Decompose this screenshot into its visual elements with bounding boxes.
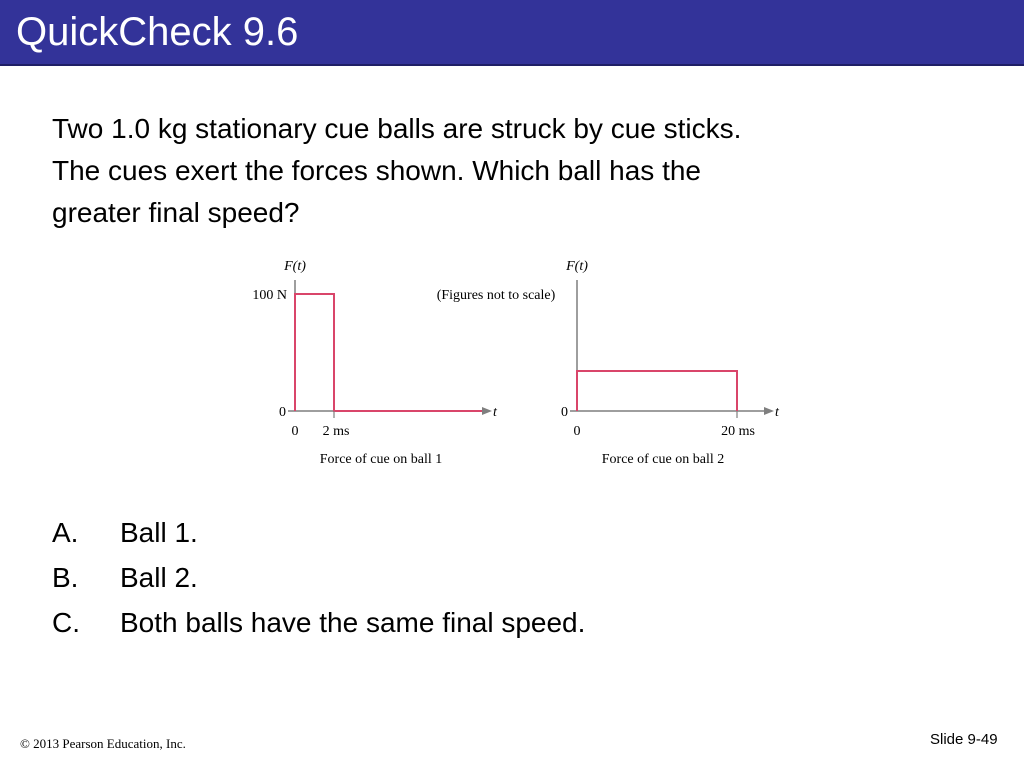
graph1-x-tick-zero: 0 [291,424,299,439]
question-line-3: greater final speed? [52,197,300,228]
option-b-letter: B. [52,562,79,593]
question-line-1: Two 1.0 kg stationary cue balls are struck by cue sticks. [52,113,742,144]
graph1-x-axis-label: t [493,405,497,420]
graph2-force-pulse [577,371,737,411]
graph1-y-tick-top: 100 N [252,288,287,303]
slide-number: Slide 9-49 [930,731,998,748]
slide-title: QuickCheck 9.6 [16,10,299,54]
graph2-y-tick-zero: 0 [561,405,568,420]
graph2-x-axis-label: t [775,405,779,420]
graph1-x-arrow-icon [482,407,492,415]
option-c-text: Both balls have the same final speed. [120,607,586,638]
graph1-y-tick-zero: 0 [279,405,286,420]
option-a-text: Ball 1. [120,517,198,548]
graph1-caption: Force of cue on ball 1 [319,452,443,467]
question-line-2: The cues exert the forces shown. Which ball has the [52,155,701,186]
graph2-y-axis-label: F(t) [566,259,588,274]
option-a-letter: A. [52,517,79,548]
graph2-x-arrow-icon [764,407,774,415]
graph1-force-pulse [295,294,482,411]
option-b-text: Ball 2. [120,562,198,593]
graph2-caption: Force of cue on ball 2 [601,452,725,467]
copyright-footer: © 2013 Pearson Education, Inc. [20,736,186,751]
graph1-y-axis-label: F(t) [284,259,306,274]
option-c-letter: C. [52,607,80,638]
graph2-x-tick-zero: 0 [573,424,581,439]
graph2-x-tick-end: 20 ms [721,424,755,439]
graph-ball-2 [561,259,780,467]
graph1-x-tick-end: 2 ms [322,424,350,439]
figures-scale-note: (Figures not to scale) [436,288,556,303]
